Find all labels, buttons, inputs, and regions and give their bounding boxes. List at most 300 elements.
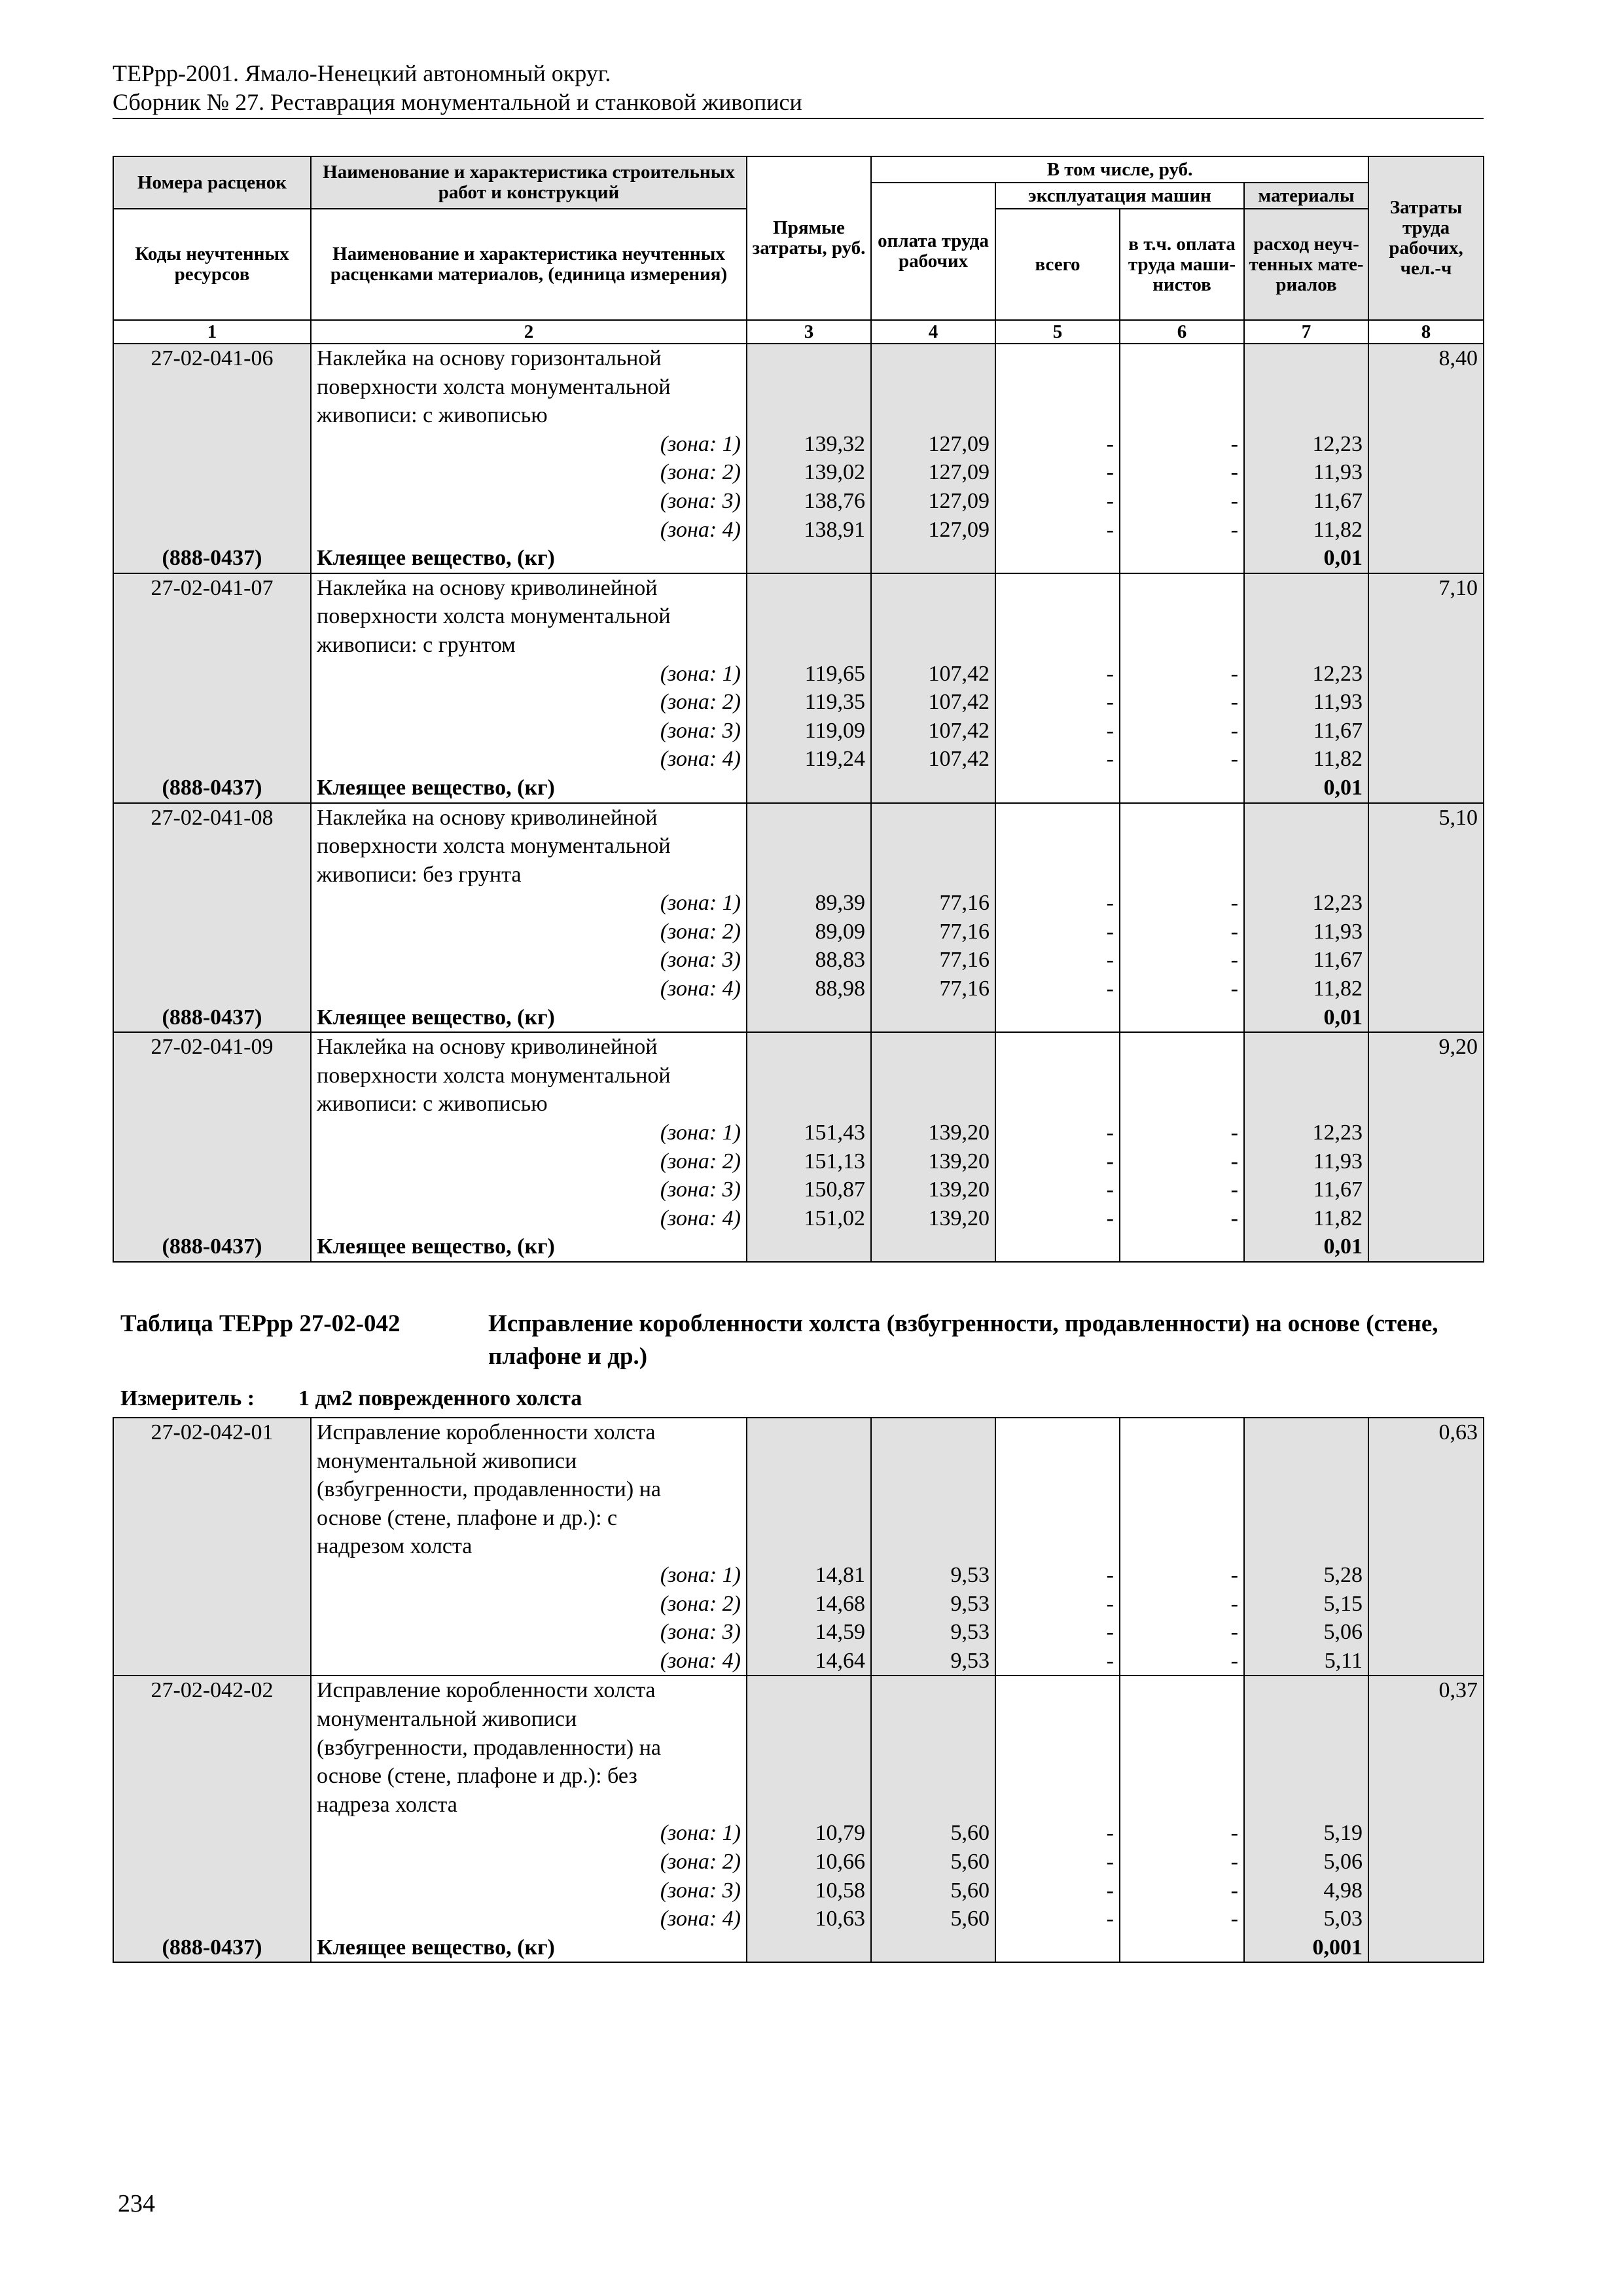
head-direct-costs: Прямые затраты, руб.	[747, 156, 871, 320]
spacer	[119, 458, 305, 487]
resource-quantity: 0,001	[1312, 1935, 1363, 1960]
machinist-pay-value: -	[1230, 488, 1238, 513]
rate-name-line: живописи: с грунтом	[317, 632, 516, 657]
spacer	[877, 1232, 990, 1261]
direct-cost-value-cell	[747, 1418, 871, 1676]
machines-total-value: -	[1106, 517, 1114, 542]
zone-label: (зона: 2)	[660, 919, 741, 944]
spacer	[753, 1532, 865, 1561]
spacer	[877, 832, 990, 861]
spacer	[1126, 1418, 1238, 1447]
rate-name-cell	[311, 1418, 747, 1676]
machinist-pay-value: -	[1230, 747, 1238, 772]
machines-total-value: -	[1106, 977, 1114, 1001]
zone-label: (зона: 2)	[660, 1149, 741, 1174]
rate-code: 27-02-042-02	[151, 1678, 274, 1703]
spacer	[1001, 1003, 1114, 1032]
worker-pay-value: 139,20	[928, 1149, 990, 1174]
machines-total-value-cell	[995, 1032, 1120, 1262]
spacer	[1001, 1734, 1114, 1763]
rate-row	[113, 573, 1484, 803]
labor-hours-cell	[1368, 1676, 1484, 1962]
worker-pay-value: 107,42	[928, 747, 990, 772]
rate-name-line: Наклейка на основу криволинейной	[317, 575, 658, 600]
materials-value: 5,19	[1323, 1821, 1363, 1846]
worker-pay-value: 9,53	[950, 1562, 990, 1587]
rate-code-cell	[113, 1676, 311, 1962]
spacer	[1126, 1676, 1238, 1705]
spacer	[877, 774, 990, 802]
spacer	[877, 544, 990, 573]
spacer	[1250, 401, 1363, 430]
machinist-pay-value: -	[1230, 919, 1238, 944]
spacer	[877, 1033, 990, 1062]
direct-cost-value: 119,65	[804, 661, 865, 686]
resource-name: Клеящее вещество, (кг)	[317, 1234, 555, 1259]
measure-value: 1 дм2 поврежденного холста	[298, 1386, 582, 1410]
machinist-pay-value-cell	[1120, 1418, 1244, 1676]
direct-cost-value: 89,39	[815, 891, 865, 916]
spacer	[119, 832, 305, 861]
zone-label: (зона: 3)	[660, 948, 741, 973]
spacer	[753, 1933, 865, 1962]
worker-pay-value: 139,20	[928, 1206, 990, 1230]
spacer	[753, 1090, 865, 1119]
spacer	[1126, 1705, 1238, 1734]
head-machines-total: всего	[995, 209, 1120, 320]
rate-name-line: Исправление коробленности холста	[317, 1678, 656, 1703]
spacer	[1250, 344, 1363, 373]
spacer	[119, 918, 305, 946]
labor-hours-cell	[1368, 1032, 1484, 1262]
col-number: 2	[311, 320, 747, 344]
direct-cost-value: 151,13	[804, 1149, 865, 1174]
spacer	[1126, 832, 1238, 861]
spacer	[753, 1762, 865, 1791]
spacer	[877, 1933, 990, 1962]
machinist-pay-value: -	[1230, 891, 1238, 916]
worker-pay-value: 9,53	[950, 1591, 990, 1616]
worker-pay-value-cell	[871, 1418, 995, 1676]
spacer	[1250, 602, 1363, 631]
spacer	[119, 1504, 305, 1533]
direct-cost-value: 138,91	[804, 517, 865, 542]
rate-name-line: монументальной живописи	[317, 1448, 577, 1473]
spacer	[877, 401, 990, 430]
direct-cost-value: 119,09	[804, 718, 865, 743]
spacer	[1126, 1762, 1238, 1791]
rates-table-27-02-042	[113, 1417, 1484, 1963]
spacer	[1001, 574, 1114, 603]
materials-value: 5,28	[1323, 1562, 1363, 1587]
spacer	[753, 832, 865, 861]
spacer	[877, 373, 990, 402]
spacer	[119, 717, 305, 745]
spacer	[119, 631, 305, 660]
worker-pay-value: 5,60	[950, 1907, 990, 1931]
direct-cost-value: 10,58	[815, 1878, 865, 1903]
machines-total-value: -	[1106, 431, 1114, 456]
materials-value: 11,82	[1313, 517, 1363, 542]
spacer	[877, 602, 990, 631]
zone-label: (зона: 1)	[660, 1821, 741, 1846]
spacer	[1001, 1933, 1114, 1962]
spacer	[119, 1475, 305, 1504]
machinist-pay-value-cell	[1120, 1032, 1244, 1262]
labor-hours-cell	[1368, 344, 1484, 573]
spacer	[119, 1876, 305, 1905]
worker-pay-value: 127,09	[928, 488, 990, 513]
materials-value: 12,23	[1312, 1121, 1363, 1145]
labor-hours-cell	[1368, 1418, 1484, 1676]
spacer	[753, 1003, 865, 1032]
spacer	[119, 1532, 305, 1561]
spacer	[119, 889, 305, 918]
machines-total-value: -	[1106, 747, 1114, 772]
spacer	[1250, 1532, 1363, 1561]
spacer	[877, 631, 990, 660]
header-line-2: Сборник № 27. Реставрация монументальной и станковой живописи	[113, 89, 802, 115]
materials-value: 11,93	[1313, 919, 1363, 944]
materials-value: 11,82	[1313, 1206, 1363, 1230]
machinist-pay-value-cell	[1120, 573, 1244, 803]
rate-code: 27-02-041-09	[151, 1035, 274, 1060]
col-number: 4	[871, 320, 995, 344]
materials-value: 5,06	[1323, 1620, 1363, 1645]
spacer	[753, 804, 865, 833]
spacer	[119, 1734, 305, 1763]
labor-hours-value: 5,10	[1438, 805, 1478, 830]
zone-label: (зона: 2)	[660, 1591, 741, 1616]
zone-label: (зона: 2)	[660, 690, 741, 715]
spacer	[1001, 804, 1114, 833]
spacer	[877, 574, 990, 603]
spacer	[753, 544, 865, 573]
direct-cost-value: 150,87	[804, 1177, 865, 1202]
spacer	[119, 1561, 305, 1590]
measure-unit	[120, 1386, 582, 1411]
rates-table-27-02-041	[113, 156, 1484, 1263]
machines-total-value: -	[1106, 1878, 1114, 1903]
resource-code: (888-0437)	[162, 1005, 262, 1030]
machines-total-value-cell	[995, 344, 1120, 573]
spacer	[1250, 1062, 1363, 1090]
machines-total-value-cell	[995, 1676, 1120, 1962]
machinist-pay-value: -	[1230, 948, 1238, 973]
spacer	[753, 631, 865, 660]
zone-label: (зона: 3)	[660, 488, 741, 513]
worker-pay-value: 127,09	[928, 460, 990, 485]
machines-total-value: -	[1106, 661, 1114, 686]
machines-total-value: -	[1106, 1149, 1114, 1174]
resource-name: Клеящее вещество, (кг)	[317, 546, 555, 571]
rate-code: 27-02-042-01	[151, 1420, 274, 1444]
resource-code: (888-0437)	[162, 1234, 262, 1259]
rate-code-cell	[113, 573, 311, 803]
spacer	[1250, 574, 1363, 603]
spacer	[1001, 1447, 1114, 1476]
spacer	[753, 602, 865, 631]
direct-cost-value: 119,35	[804, 690, 865, 715]
spacer	[877, 1003, 990, 1032]
machines-total-value: -	[1106, 1821, 1114, 1846]
worker-pay-value: 107,42	[928, 690, 990, 715]
materials-value: 11,67	[1313, 1177, 1363, 1202]
resource-quantity: 0,01	[1323, 1005, 1363, 1030]
page-header	[113, 59, 1484, 119]
spacer	[1250, 1705, 1363, 1734]
spacer	[877, 1062, 990, 1090]
spacer	[119, 660, 305, 689]
page-number: 234	[118, 2190, 155, 2217]
col-number: 1	[113, 320, 311, 344]
direct-cost-value-cell	[747, 1676, 871, 1962]
spacer	[1250, 1734, 1363, 1763]
spacer	[119, 1090, 305, 1119]
spacer	[1001, 631, 1114, 660]
spacer	[1126, 1062, 1238, 1090]
direct-cost-value: 139,02	[804, 460, 865, 485]
machinist-pay-value: -	[1230, 431, 1238, 456]
spacer	[119, 1618, 305, 1647]
spacer	[877, 804, 990, 833]
machinist-pay-value: -	[1230, 1121, 1238, 1145]
spacer	[1126, 1003, 1238, 1032]
rate-name-line: Наклейка на основу криволинейной	[317, 1035, 658, 1060]
spacer	[119, 1791, 305, 1820]
rate-name-line: живописи: с живописью	[317, 403, 548, 428]
resource-quantity: 0,01	[1323, 775, 1363, 800]
spacer	[119, 1147, 305, 1176]
labor-hours-value: 9,20	[1438, 1035, 1478, 1060]
worker-pay-value-cell	[871, 803, 995, 1033]
machinist-pay-value: -	[1230, 690, 1238, 715]
zone-label: (зона: 4)	[660, 517, 741, 542]
spacer	[1001, 861, 1114, 889]
rates-table-body	[113, 1418, 1484, 1962]
rate-row	[113, 1676, 1484, 1962]
machines-total-value-cell	[995, 1418, 1120, 1676]
spacer	[1001, 1232, 1114, 1261]
worker-pay-value: 139,20	[928, 1177, 990, 1202]
machinist-pay-value: -	[1230, 460, 1238, 485]
spacer	[119, 1447, 305, 1476]
spacer	[1126, 373, 1238, 402]
worker-pay-value-cell	[871, 1032, 995, 1262]
zone-label: (зона: 1)	[660, 891, 741, 916]
rate-name-line: поверхности холста монументальной	[317, 374, 671, 399]
spacer	[1001, 373, 1114, 402]
spacer	[1001, 1762, 1114, 1791]
machinist-pay-value: -	[1230, 1907, 1238, 1931]
spacer	[1126, 1734, 1238, 1763]
direct-cost-value: 138,76	[804, 488, 865, 513]
machines-total-value: -	[1106, 1562, 1114, 1587]
spacer	[1250, 1762, 1363, 1791]
rate-name-line: (взбугренности, продавленности) на	[317, 1735, 661, 1760]
spacer	[753, 861, 865, 889]
machines-total-value: -	[1106, 690, 1114, 715]
spacer	[1250, 1447, 1363, 1476]
spacer	[1250, 861, 1363, 889]
machinist-pay-value: -	[1230, 1648, 1238, 1673]
rate-name-line: надрезом холста	[317, 1534, 473, 1559]
spacer	[753, 1447, 865, 1476]
resource-code: (888-0437)	[162, 775, 262, 800]
zone-label: (зона: 1)	[660, 431, 741, 456]
machinist-pay-value: -	[1230, 1878, 1238, 1903]
spacer	[877, 1791, 990, 1820]
direct-cost-value: 119,24	[804, 747, 865, 772]
spacer	[1001, 1705, 1114, 1734]
spacer	[877, 1475, 990, 1504]
materials-value-cell	[1244, 573, 1368, 803]
spacer	[753, 401, 865, 430]
spacer	[119, 1905, 305, 1933]
direct-cost-value: 151,43	[804, 1121, 865, 1145]
direct-cost-value: 139,32	[804, 431, 865, 456]
rate-row	[113, 803, 1484, 1033]
zone-label: (зона: 1)	[660, 1121, 741, 1145]
spacer	[119, 1175, 305, 1204]
rate-code-cell	[113, 1418, 311, 1676]
rate-code: 27-02-041-08	[151, 805, 274, 830]
worker-pay-value: 77,16	[939, 919, 990, 944]
direct-cost-value-cell	[747, 803, 871, 1033]
worker-pay-value-cell	[871, 573, 995, 803]
section-table-label: Таблица ТЕРрр 27-02-042	[120, 1310, 401, 1337]
machines-total-value-cell	[995, 573, 1120, 803]
worker-pay-value: 5,60	[950, 1878, 990, 1903]
spacer	[1126, 1504, 1238, 1533]
worker-pay-value-cell	[871, 1676, 995, 1962]
head-machinist-pay: в т.ч. оплата труда маши-нистов	[1120, 209, 1244, 320]
spacer	[877, 344, 990, 373]
spacer	[753, 1033, 865, 1062]
spacer	[1250, 631, 1363, 660]
spacer	[1001, 774, 1114, 802]
worker-pay-value: 127,09	[928, 431, 990, 456]
rate-name-line: поверхности холста монументальной	[317, 604, 671, 629]
zone-label: (зона: 4)	[660, 747, 741, 772]
spacer	[1250, 832, 1363, 861]
worker-pay-value: 9,53	[950, 1648, 990, 1673]
zone-label: (зона: 3)	[660, 1878, 741, 1903]
spacer	[119, 745, 305, 774]
zone-label: (зона: 4)	[660, 1907, 741, 1931]
zone-label: (зона: 4)	[660, 1648, 741, 1673]
materials-value-cell	[1244, 1032, 1368, 1262]
rate-name-line: поверхности холста монументальной	[317, 1063, 671, 1088]
spacer	[1001, 1676, 1114, 1705]
materials-value-cell	[1244, 803, 1368, 1033]
machinist-pay-value: -	[1230, 1149, 1238, 1174]
rate-code-cell	[113, 1032, 311, 1262]
spacer	[1001, 1033, 1114, 1062]
spacer	[1126, 1232, 1238, 1261]
rate-name-cell	[311, 1676, 747, 1962]
machinist-pay-value-cell	[1120, 803, 1244, 1033]
spacer	[1001, 1418, 1114, 1447]
spacer	[877, 1676, 990, 1705]
spacer	[1126, 1033, 1238, 1062]
zone-label: (зона: 2)	[660, 460, 741, 485]
machines-total-value: -	[1106, 718, 1114, 743]
rate-name-line: живописи: без грунта	[317, 862, 522, 887]
machinist-pay-value: -	[1230, 1849, 1238, 1874]
direct-cost-value: 14,68	[815, 1591, 865, 1616]
machinist-pay-value: -	[1230, 1206, 1238, 1230]
zone-label: (зона: 1)	[660, 661, 741, 686]
direct-cost-value-cell	[747, 573, 871, 803]
resource-code: (888-0437)	[162, 546, 262, 571]
spacer	[1001, 1791, 1114, 1820]
zone-label: (зона: 4)	[660, 977, 741, 1001]
machines-total-value: -	[1106, 891, 1114, 916]
spacer	[1126, 1447, 1238, 1476]
direct-cost-value: 151,02	[804, 1206, 865, 1230]
head-labor-hours: Затраты труда рабочих, чел.-ч	[1368, 156, 1484, 320]
spacer	[1250, 1791, 1363, 1820]
head-worker-pay: оплата труда рабочих	[871, 183, 995, 320]
spacer	[877, 861, 990, 889]
machinist-pay-value: -	[1230, 1562, 1238, 1587]
machinist-pay-value-cell	[1120, 344, 1244, 573]
spacer	[1126, 1475, 1238, 1504]
materials-value: 5,03	[1323, 1907, 1363, 1931]
spacer	[119, 401, 305, 430]
head-work-name: Наименование и характеристика строительных работ и конструкций	[311, 156, 747, 209]
materials-value: 11,82	[1313, 977, 1363, 1001]
worker-pay-value: 5,60	[950, 1821, 990, 1846]
machinist-pay-value: -	[1230, 718, 1238, 743]
spacer	[877, 1532, 990, 1561]
spacer	[753, 1705, 865, 1734]
resource-name: Клеящее вещество, (кг)	[317, 1935, 555, 1960]
resource-name: Клеящее вещество, (кг)	[317, 775, 555, 800]
resource-quantity: 0,01	[1323, 1234, 1363, 1259]
spacer	[1126, 1090, 1238, 1119]
direct-cost-value: 10,79	[815, 1821, 865, 1846]
rate-code: 27-02-041-06	[151, 346, 274, 370]
section-table-title: Исправление коробленности холста (взбугренности, продавленности) на основе (стене, плафоне и др.)	[488, 1310, 1438, 1370]
spacer	[1250, 804, 1363, 833]
machines-total-value: -	[1106, 488, 1114, 513]
spacer	[1001, 544, 1114, 573]
spacer	[753, 1418, 865, 1447]
spacer	[119, 1762, 305, 1791]
direct-cost-value: 10,63	[815, 1907, 865, 1931]
labor-hours-value: 0,37	[1438, 1678, 1478, 1703]
rate-name-line: живописи: с живописью	[317, 1092, 548, 1117]
spacer	[119, 688, 305, 717]
spacer	[1250, 1033, 1363, 1062]
materials-value: 11,67	[1313, 948, 1363, 973]
direct-cost-value: 88,83	[815, 948, 865, 973]
spacer	[1126, 344, 1238, 373]
spacer	[753, 1475, 865, 1504]
zone-label: (зона: 2)	[660, 1849, 741, 1874]
direct-cost-value: 14,81	[815, 1562, 865, 1587]
zone-label: (зона: 1)	[660, 1562, 741, 1587]
machines-total-value: -	[1106, 1206, 1114, 1230]
spacer	[119, 946, 305, 975]
spacer	[1001, 832, 1114, 861]
machines-total-value: -	[1106, 460, 1114, 485]
materials-value: 11,82	[1313, 747, 1363, 772]
labor-hours-cell	[1368, 573, 1484, 803]
spacer	[877, 1734, 990, 1763]
